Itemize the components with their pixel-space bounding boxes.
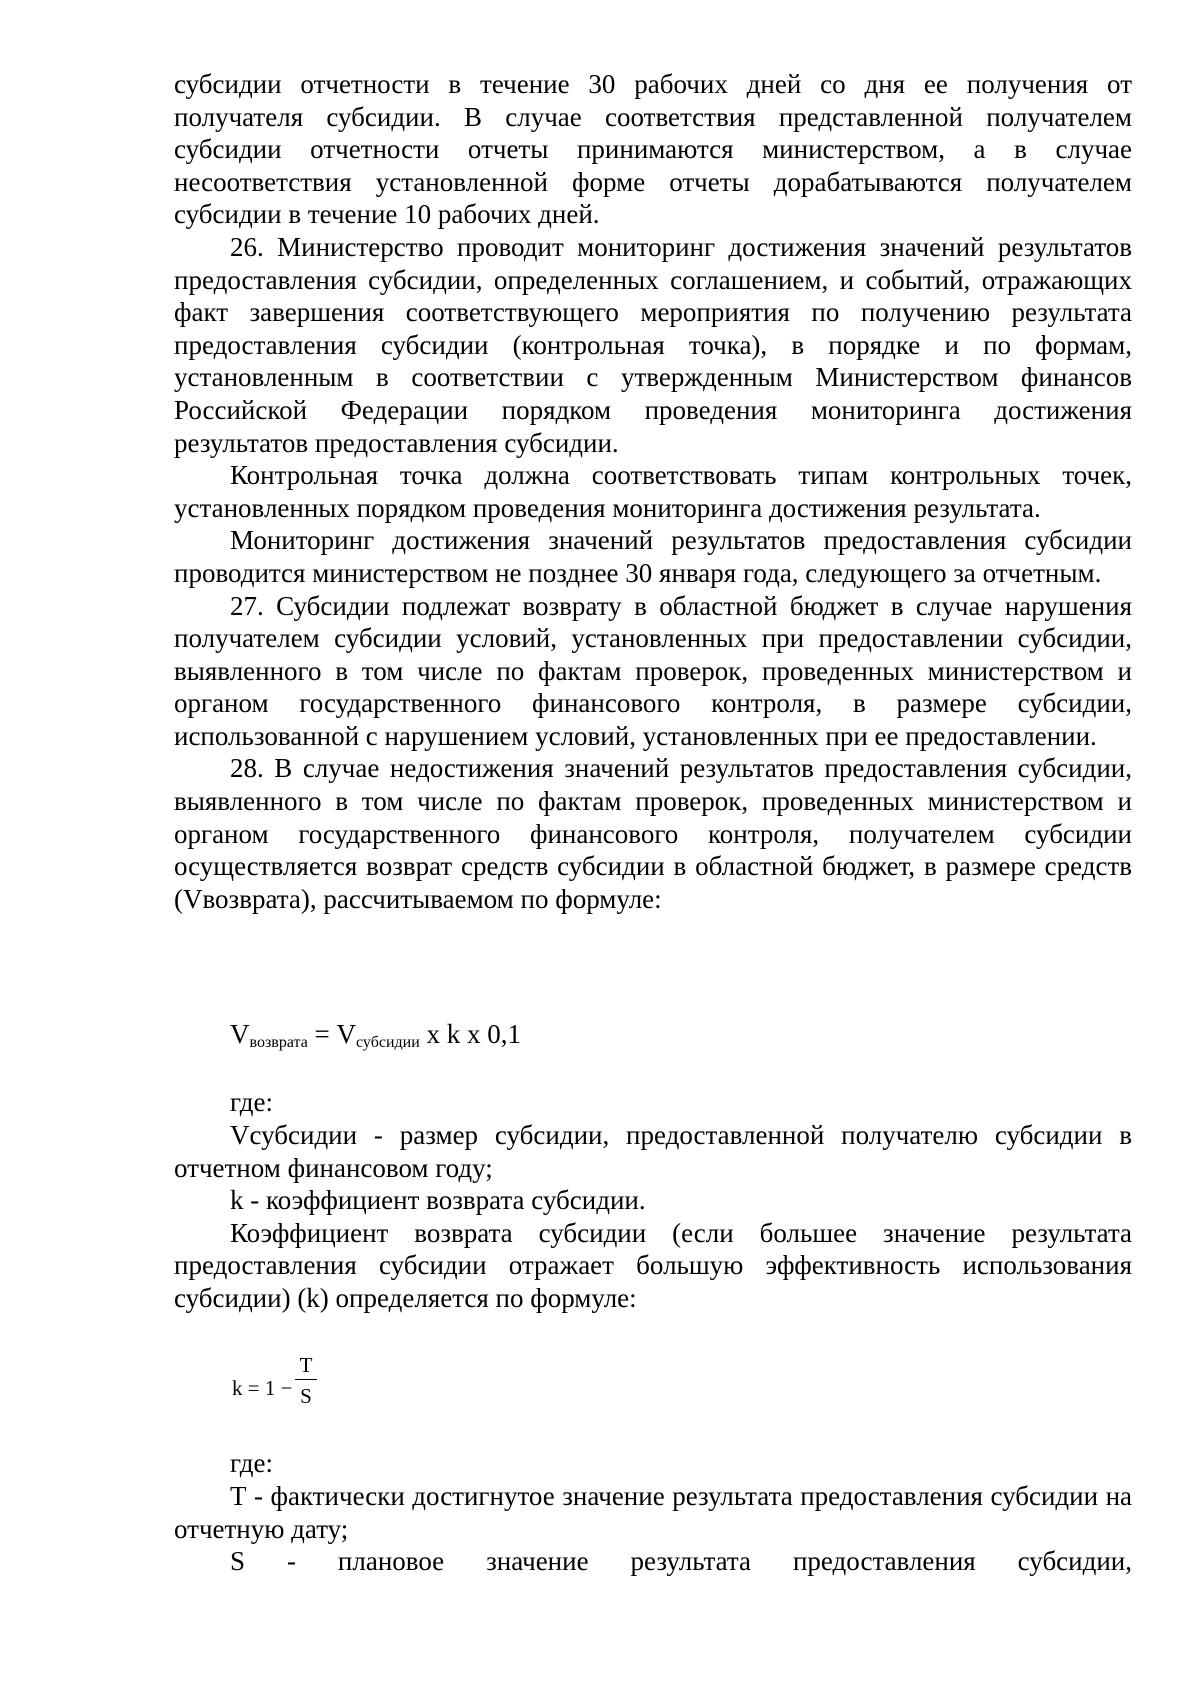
where-label-2: где:: [230, 1448, 273, 1478]
formula-rhs-symbol: V: [336, 1019, 357, 1049]
paragraph-t-definition: Т - фактически достигнутое значение результата предоставления субсидии на отчетную дату;: [174, 1481, 1132, 1544]
paragraph-coefficient: Коэффициент возврата субсидии (если большее значение результата предоставления субсидии отражает большую эффективность использования субсидии) (k) определяется по формуле:: [174, 1217, 1132, 1313]
formula-k-fraction: [295, 1352, 317, 1409]
formula-lhs-subscript: возврата: [249, 1034, 308, 1051]
where-label-1: где:: [230, 1087, 273, 1117]
formula-rhs-subscript: субсидии: [356, 1034, 420, 1051]
formula-k-lhs: k = 1 −: [232, 1376, 293, 1400]
text-block-3: [174, 1480, 1132, 1578]
paragraph-26: 26. Министерство проводит мониторинг достижения значений результатов предоставления субсидии, определенных соглашением, и событий, отражающих факт завершения соответствующего мероприятия по получению результата предоставления субсидии (контрольная точка), в порядке и по формам, установленным в соответствии с утвержденным Министерством финансов Российской Федерации порядком проведения мониторинга достижения результатов предоставления субсидии.: [174, 231, 1132, 458]
formula-return-amount: [230, 1018, 521, 1059]
text-block-1: [174, 68, 1132, 915]
paragraph-k-definition: k - коэффициент возврата субсидии.: [230, 1185, 646, 1216]
formula-k-fraction-bar: [295, 1379, 317, 1380]
formula-k-denominator: S: [300, 1384, 312, 1408]
formula-equals: =: [314, 1019, 330, 1049]
formula-k-numerator: T: [299, 1353, 313, 1377]
paragraph-monitoring: Мониторинг достижения значений результатов предоставления субсидии проводится министерством не позднее 30 января года, следующего за отчетным.: [174, 525, 1132, 588]
paragraph-continuation: субсидии отчетности в течение 30 рабочих дней со дня ее получения от получателя субсидии. В случае соответствия представленной получателем субсидии отчетности отчеты принимаются министерством, а в случае несоответствия установленной форме отчеты дорабатываются получателем субсидии в течение 10 рабочих дней.: [174, 69, 1132, 230]
text-block-2: [174, 1119, 1132, 1315]
paragraph-v-subsidy-definition: Vсубсидии - размер субсидии, предоставленной получателю субсидии в отчетном финансовом году;: [174, 1120, 1132, 1183]
formula-rhs-rest: x k x 0,1: [426, 1019, 522, 1049]
paragraph-control-point: Контрольная точка должна соответствовать типам контрольных точек, установленных порядком проведения мониторинга достижения результата.: [174, 460, 1132, 523]
paragraph-s-definition: S - плановое значение результата предоставления субсидии,: [230, 1546, 1132, 1577]
paragraph-27: 27. Субсидии подлежат возврату в областной бюджет в случае нарушения получателем субсидии условий, установленных при предоставлении субсидии, выявленного в том числе по фактам проверок, проведенных министерством и органом государственного финансового контроля, в размере субсидии, использованной с нарушением условий, установленных при ее предоставлении.: [174, 590, 1132, 751]
paragraph-28: 28. В случае недостижения значений результатов предоставления субсидии, выявленного в том числе по фактам проверок, проведенных министерством и органом государственного финансового контроля, получателем субсидии осуществляется возврат средств субсидии в областной бюджет, в размере средств (Vвозврата), рассчитываемом по формуле:: [174, 753, 1132, 914]
formula-lhs-symbol: V: [230, 1019, 250, 1049]
